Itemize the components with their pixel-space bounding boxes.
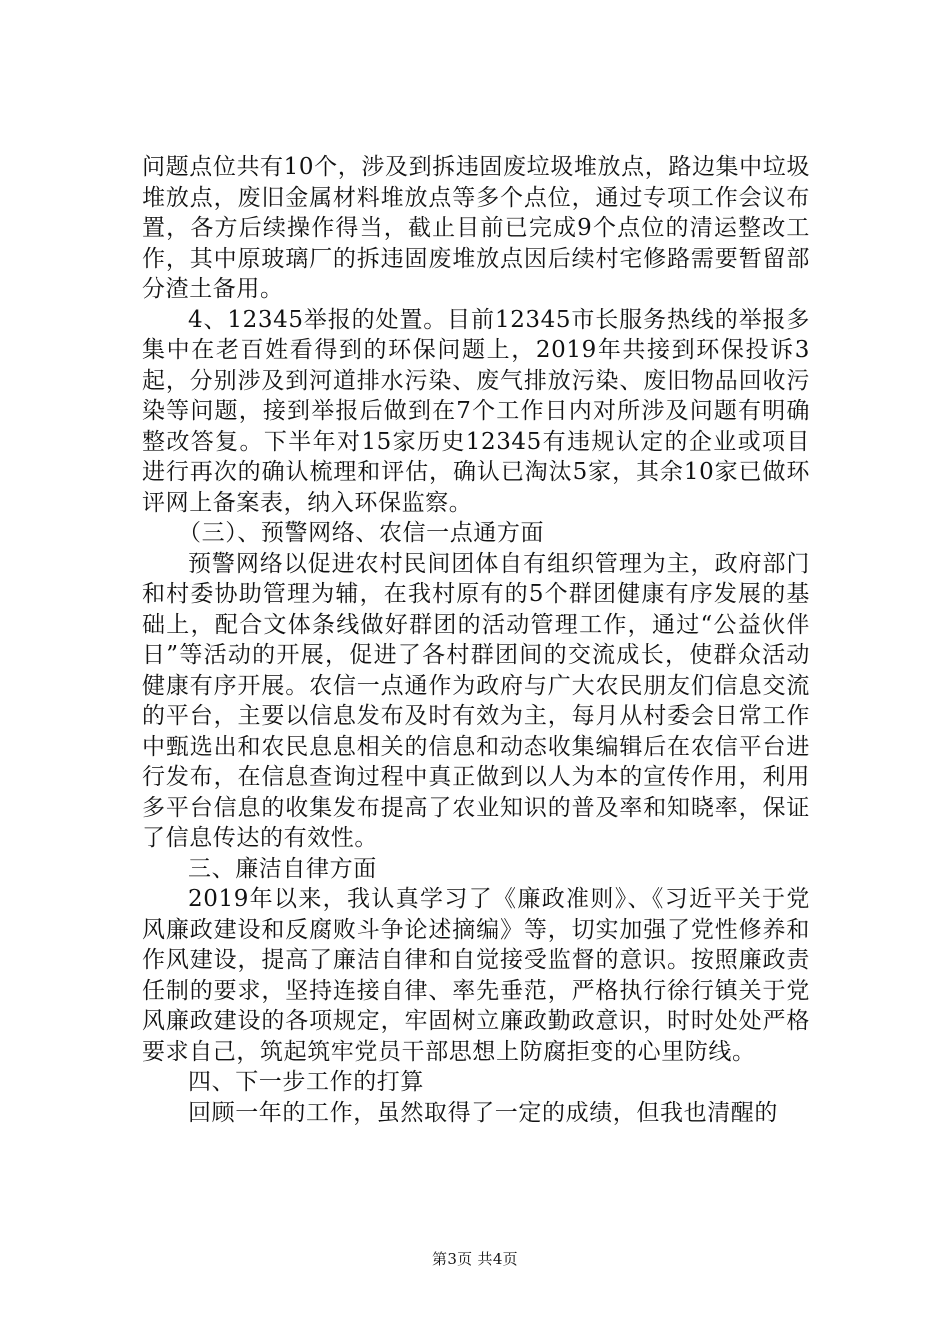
section-heading-next-steps: 四、下一步工作的打算 (188, 1069, 424, 1095)
paragraph-warning-network: 预警网络以促进农村民间团体自有组织管理为主，政府部门和村委协助管理为辅，在我村原有的5个群团健康有序发展的基础上，配合文体条线做好群团的活动管理工作，通过“公益伙伴日”等活动的开展，促进了各村群团间的交流成长，使群众活动健康有序开展。农信一点通作为政府与广大农民朋友们信息交流的平台，主要以信息发布及时有效为主，每月从村委会日常工作中甄选出和农民息息相关的信息和动态收集编辑后在农信平台进行发布，在信息查询过程中真正做到以人为本的宣传作用，利用多平台信息的收集发布提高了农业知识的普及率和知晓率，保证了信息传达的有效性。 (142, 550, 810, 851)
section-heading-warning-network: （三）、预警网络、农信一点通方面 (178, 520, 545, 546)
paragraph-12345-reports: 4、12345举报的处置。目前12345市长服务热线的举报多集中在老百姓看得到的环保问题上，2019年共接到环保投诉3起，分别涉及到河道排水污染、废气排放污染、废旧物品回收污染等问题，接到举报后做到在7个工作日内对所涉及问题有明确整改答复。下半年对15家历史12345有违规认定的企业或项目进行再次的确认梳理和评估，确认已淘汰5家，其余10家已做环评网上备案表，纳入环保监察。 (142, 306, 810, 516)
paragraph-review: 回顾一年的工作，虽然取得了一定的成绩，但我也清醒的 (188, 1099, 778, 1126)
document-body (142, 152, 810, 1128)
paragraph-problem-points: 问题点位共有10个，涉及到拆违固废垃圾堆放点，路边集中垃圾堆放点，废旧金属材料堆放点等多个点位，通过专项工作会议布置，各方后续操作得当，截止目前已完成9个点位的清运整改工作，其中原玻璃厂的拆违固废堆放点因后续村宅修路需要暂留部分渣土备用。 (142, 154, 810, 302)
paragraph-integrity: 2019年以来，我认真学习了《廉政准则》、《习近平关于党风廉政建设和反腐败斗争论述摘编》等，切实加强了党性修养和作风建设，提高了廉洁自律和自觉接受监督的意识。按照廉政责任制的要求，坚持连接自律、率先垂范，严格执行徐行镇关于党风廉政建设的各项规定，牢固树立廉政勤政意识，时时处处严格要求自己，筑起筑牢党员干部思想上防腐拒变的心里防线。 (142, 886, 810, 1065)
page-number: 第3页 共4页 (432, 1250, 518, 1268)
section-heading-integrity: 三、廉洁自律方面 (188, 855, 377, 882)
